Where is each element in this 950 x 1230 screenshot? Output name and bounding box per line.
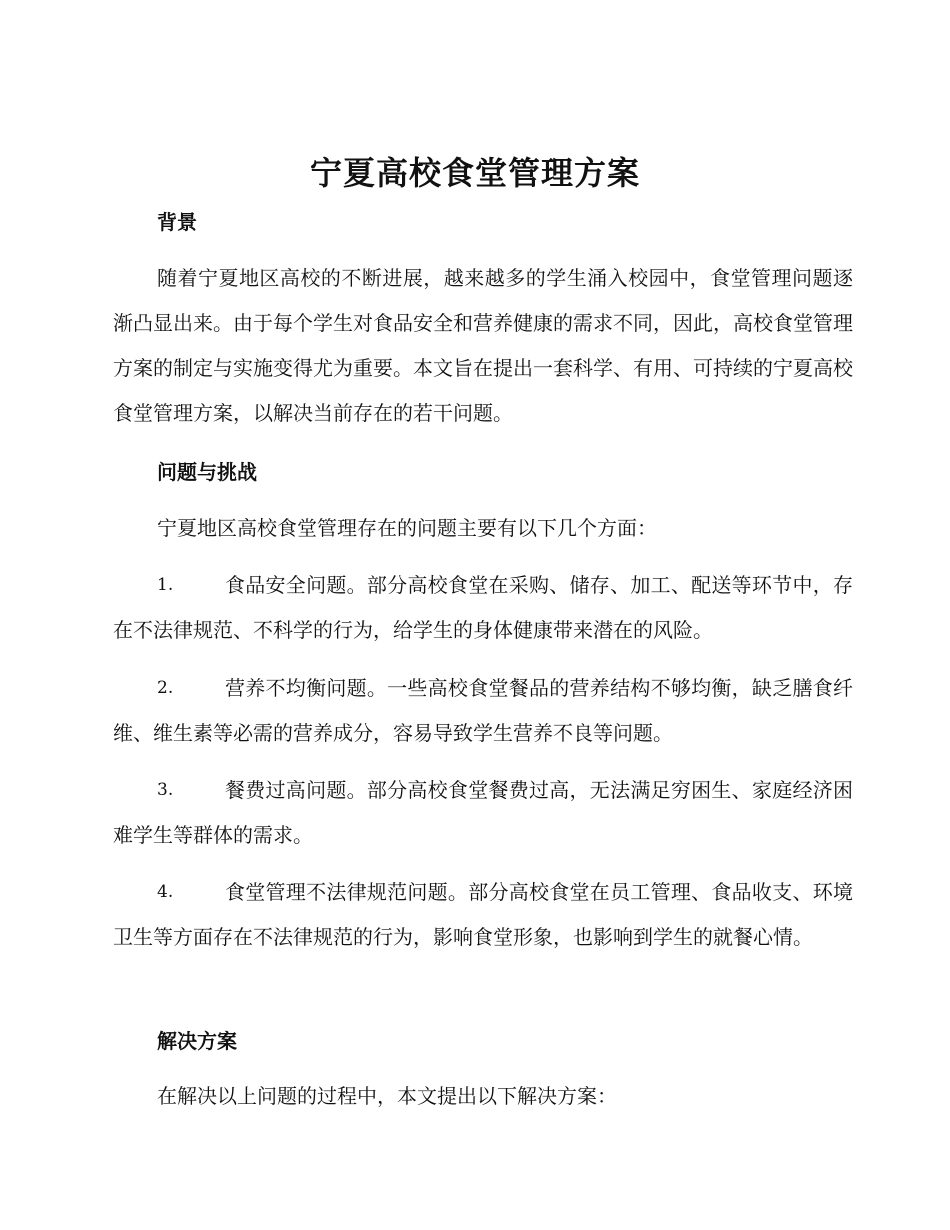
list-item (113, 870, 853, 960)
section-heading-problems: 问题与挑战 (157, 460, 257, 484)
list-item (113, 666, 853, 756)
list-item-number: 1. (157, 575, 174, 595)
list-item-text: 餐费过高问题。部分高校食堂餐费过高，无法满足穷困生、家庭经济困难学生等群体的需求。 (113, 778, 853, 847)
list-item (113, 768, 853, 858)
list-item-number: 2. (157, 678, 174, 698)
solutions-intro-paragraph: 在解决以上问题的过程中，本文提出以下解决方案： (157, 1084, 617, 1108)
problems-intro-paragraph: 宁夏地区高校食堂管理存在的问题主要有以下几个方面： (157, 516, 657, 540)
list-item-text: 食品安全问题。部分高校食堂在采购、储存、加工、配送等环节中，存在不法律规范、不科学的行为，给学生的身体健康带来潜在的风险。 (113, 573, 853, 642)
list-item-text: 营养不均衡问题。一些高校食堂餐品的营养结构不够均衡，缺乏膳食纤维、维生素等必需的营养成分，容易导致学生营养不良等问题。 (113, 676, 853, 745)
list-item (113, 563, 853, 653)
background-paragraph: 随着宁夏地区高校的不断进展，越来越多的学生涌入校园中，食堂管理问题逐渐凸显出来。由于每个学生对食品安全和营养健康的需求不同，因此，高校食堂管理方案的制定与实施变得尤为重要。本文旨在提出一套科学、有用、可持续的宁夏高校食堂管理方案，以解决当前存在的若干问题。 (113, 266, 853, 425)
section-heading-solutions: 解决方案 (157, 1029, 237, 1053)
section-heading-background: 背景 (157, 210, 197, 234)
list-item-number: 3. (157, 780, 174, 800)
document-title: 宁夏高校食堂管理方案 (309, 154, 640, 192)
list-item-number: 4. (157, 882, 174, 902)
list-item-text: 食堂管理不法律规范问题。部分高校食堂在员工管理、食品收支、环境卫生等方面存在不法律规范的行为，影响食堂形象，也影响到学生的就餐心情。 (113, 880, 853, 949)
